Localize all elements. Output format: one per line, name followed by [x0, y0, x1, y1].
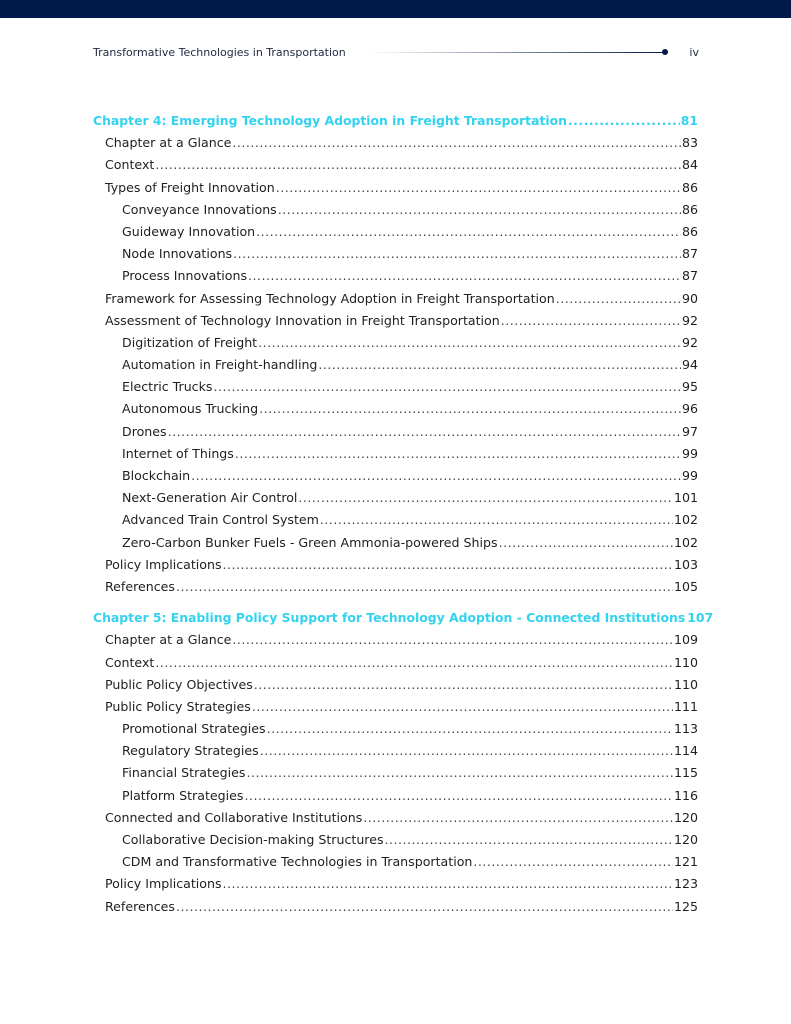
toc-entry-title: Chapter at a Glance: [105, 135, 232, 151]
toc-entry-title: Zero-Carbon Bunker Fuels - Green Ammonia-powered Ships: [122, 534, 498, 550]
toc-entry-page: 102: [673, 512, 698, 528]
toc-entry[interactable]: [93, 699, 698, 721]
toc-entry-page: 81: [680, 113, 698, 128]
toc-dot-leader: [235, 446, 681, 461]
toc-entry-page: 84: [681, 157, 698, 173]
running-header-title: Transformative Technologies in Transportation: [93, 46, 346, 59]
toc-dot-leader: [232, 632, 673, 647]
toc-entry[interactable]: [93, 810, 698, 832]
toc-entry[interactable]: [93, 899, 698, 921]
toc-entry-page: 116: [673, 787, 698, 803]
toc-entry-page: 86: [681, 201, 698, 217]
toc-entry-title: Context: [105, 654, 155, 670]
toc-dot-leader: [568, 113, 680, 128]
toc-chapter-heading[interactable]: [93, 610, 714, 632]
toc-entry[interactable]: [93, 224, 698, 246]
toc-entry-page: 92: [681, 334, 698, 350]
toc-entry-page: 83: [681, 135, 698, 151]
toc-dot-leader: [176, 899, 673, 914]
toc-entry[interactable]: [93, 468, 698, 490]
toc-entry[interactable]: [93, 180, 698, 202]
toc-entry[interactable]: [93, 535, 698, 557]
toc-entry-page: 123: [673, 876, 698, 892]
top-color-band: [0, 0, 791, 18]
toc-entry[interactable]: [93, 202, 698, 224]
toc-entry-page: 101: [673, 490, 698, 506]
toc-entry-page: 120: [673, 809, 698, 825]
toc-dot-leader: [155, 655, 673, 670]
toc-entry-title: Blockchain: [122, 468, 191, 483]
toc-entry-page: 94: [681, 357, 698, 373]
toc-entry[interactable]: [93, 268, 698, 290]
toc-entry-title: Internet of Things: [122, 445, 234, 461]
toc-entry[interactable]: [93, 379, 698, 401]
toc-entry-title: Chapter at a Glance: [105, 632, 232, 648]
toc-entry-title: Guideway Innovation: [122, 223, 256, 239]
toc-entry-page: 102: [673, 534, 698, 550]
toc-entry-title: Context: [105, 157, 155, 173]
toc-entry-title: Process Innovations: [122, 268, 248, 284]
toc-dot-leader: [232, 135, 681, 150]
toc-entry-page: 87: [681, 246, 698, 262]
chapter-spacer: [93, 601, 698, 610]
toc-entry-page: 115: [673, 765, 698, 781]
toc-entry-page: 90: [681, 290, 698, 306]
toc-entry[interactable]: [93, 291, 698, 313]
toc-entry-page: 95: [681, 379, 698, 395]
toc-entry[interactable]: [93, 446, 698, 468]
toc-entry[interactable]: [93, 401, 698, 423]
toc-entry-title: References: [105, 578, 175, 594]
page-number: iv: [689, 46, 699, 59]
toc-entry-page: 86: [681, 179, 698, 195]
toc-entry[interactable]: [93, 788, 698, 810]
toc-dot-leader: [256, 224, 681, 239]
toc-dot-leader: [320, 512, 673, 527]
toc-dot-leader: [191, 468, 681, 483]
toc-dot-leader: [260, 743, 673, 758]
toc-entry-title: Public Policy Strategies: [105, 698, 251, 714]
toc-entry-page: 96: [681, 401, 698, 417]
toc-entry-title: Chapter 4: Emerging Technology Adoption in Freight Transportation: [93, 113, 567, 128]
toc-entry-title: Electric Trucks: [122, 379, 213, 395]
toc-entry-title: References: [105, 898, 175, 914]
toc-dot-leader: [501, 313, 681, 328]
toc-entry[interactable]: [93, 313, 698, 335]
toc-entry-title: Types of Freight Innovation: [105, 179, 275, 195]
table-of-contents: [93, 113, 714, 921]
toc-entry[interactable]: [93, 721, 698, 743]
toc-entry-page: 105: [673, 578, 698, 594]
toc-entry[interactable]: [93, 876, 698, 898]
toc-dot-leader: [168, 424, 681, 439]
toc-entry-title: Automation in Freight-handling: [122, 357, 318, 373]
toc-entry[interactable]: [93, 357, 698, 379]
toc-entry[interactable]: [93, 854, 698, 876]
toc-entry[interactable]: [93, 490, 698, 512]
toc-entry[interactable]: [93, 557, 698, 579]
toc-entry-page: 87: [681, 268, 698, 284]
toc-entry-title: Assessment of Technology Innovation in Freight Transportation: [105, 312, 500, 328]
toc-entry-title: Drones: [122, 423, 167, 439]
toc-entry-title: Collaborative Decision-making Structures: [122, 832, 384, 847]
toc-chapter-4-section: [93, 113, 698, 601]
toc-entry-title: Advanced Train Control System: [122, 512, 319, 528]
toc-entry-page: 121: [673, 854, 698, 870]
toc-dot-leader: [244, 788, 673, 803]
toc-dot-leader: [233, 246, 681, 261]
toc-entry-page: 107: [687, 610, 714, 626]
toc-entry-title: Connected and Collaborative Institutions: [105, 809, 363, 825]
toc-entry[interactable]: [93, 743, 698, 765]
toc-dot-leader: [499, 535, 673, 550]
toc-entry-page: 110: [673, 654, 698, 670]
toc-entry-title: CDM and Transformative Technologies in Transportation: [122, 854, 473, 870]
toc-entry[interactable]: [93, 677, 698, 699]
toc-entry[interactable]: [93, 246, 698, 268]
toc-dot-leader: [254, 677, 673, 692]
toc-entry-page: 111: [673, 698, 698, 714]
toc-dot-leader: [259, 401, 681, 416]
toc-entry-title: Next-Generation Air Control: [122, 490, 298, 506]
toc-entry-title: Digitization of Freight: [122, 334, 258, 350]
toc-dot-leader: [556, 291, 681, 306]
toc-entry-page: 110: [673, 676, 698, 692]
toc-entry[interactable]: [93, 335, 698, 357]
toc-entry-title: Policy Implications: [105, 876, 222, 892]
toc-entry[interactable]: [93, 424, 698, 446]
toc-entry[interactable]: [93, 579, 698, 601]
toc-entry-page: 86: [681, 223, 698, 239]
toc-dot-leader: [298, 490, 673, 505]
toc-dot-leader: [223, 876, 673, 891]
toc-entry-title: Chapter 5: Enabling Policy Support for Technology Adoption - Connected Institutions: [93, 610, 686, 626]
toc-dot-leader: [278, 202, 681, 217]
header-rule: [368, 52, 664, 53]
toc-entry[interactable]: [93, 157, 698, 179]
toc-entry-title: Policy Implications: [105, 556, 222, 572]
toc-dot-leader: [363, 810, 673, 825]
toc-entry-page: 114: [673, 743, 698, 759]
toc-entry-page: 113: [673, 721, 698, 737]
toc-dot-leader: [385, 832, 673, 847]
toc-chapter-heading[interactable]: [93, 113, 698, 135]
toc-entry[interactable]: [93, 512, 698, 534]
header-dot-marker: [662, 49, 668, 55]
toc-entry-title: Promotional Strategies: [122, 721, 266, 737]
toc-entry[interactable]: [93, 632, 698, 654]
toc-dot-leader: [155, 157, 681, 172]
toc-entry[interactable]: [93, 765, 698, 787]
toc-entry-title: Public Policy Objectives: [105, 676, 253, 692]
toc-entry-title: Platform Strategies: [122, 787, 244, 803]
toc-entry-page: 120: [673, 832, 698, 847]
toc-entry[interactable]: [93, 655, 698, 677]
toc-dot-leader: [176, 579, 673, 594]
toc-dot-leader: [276, 180, 681, 195]
toc-entry-page: 99: [681, 468, 698, 483]
toc-entry-page: 97: [681, 423, 698, 439]
toc-entry[interactable]: [93, 135, 698, 157]
toc-entry-title: Framework for Assessing Technology Adoption in Freight Transportation: [105, 290, 555, 306]
toc-dot-leader: [252, 699, 673, 714]
toc-entry-page: 92: [681, 312, 698, 328]
toc-entry-page: 99: [681, 445, 698, 461]
toc-entry-page: 103: [673, 556, 698, 572]
toc-entry-page: 125: [673, 898, 698, 914]
toc-dot-leader: [246, 765, 672, 780]
toc-dot-leader: [473, 854, 673, 869]
running-header: [93, 45, 699, 61]
toc-entry-title: Node Innovations: [122, 246, 233, 262]
toc-entry-title: Conveyance Innovations: [122, 201, 277, 217]
toc-entry-title: Regulatory Strategies: [122, 743, 259, 759]
toc-dot-leader: [318, 357, 681, 372]
toc-entry-title: Autonomous Trucking: [122, 401, 259, 417]
toc-dot-leader: [248, 268, 681, 283]
toc-dot-leader: [223, 557, 673, 572]
toc-entry-title: Financial Strategies: [122, 765, 246, 781]
toc-dot-leader: [258, 335, 681, 350]
toc-chapter-5-section: [93, 610, 714, 921]
toc-entry[interactable]: [93, 832, 698, 854]
toc-entry-page: 109: [673, 632, 698, 648]
toc-dot-leader: [213, 379, 681, 394]
toc-dot-leader: [267, 721, 673, 736]
